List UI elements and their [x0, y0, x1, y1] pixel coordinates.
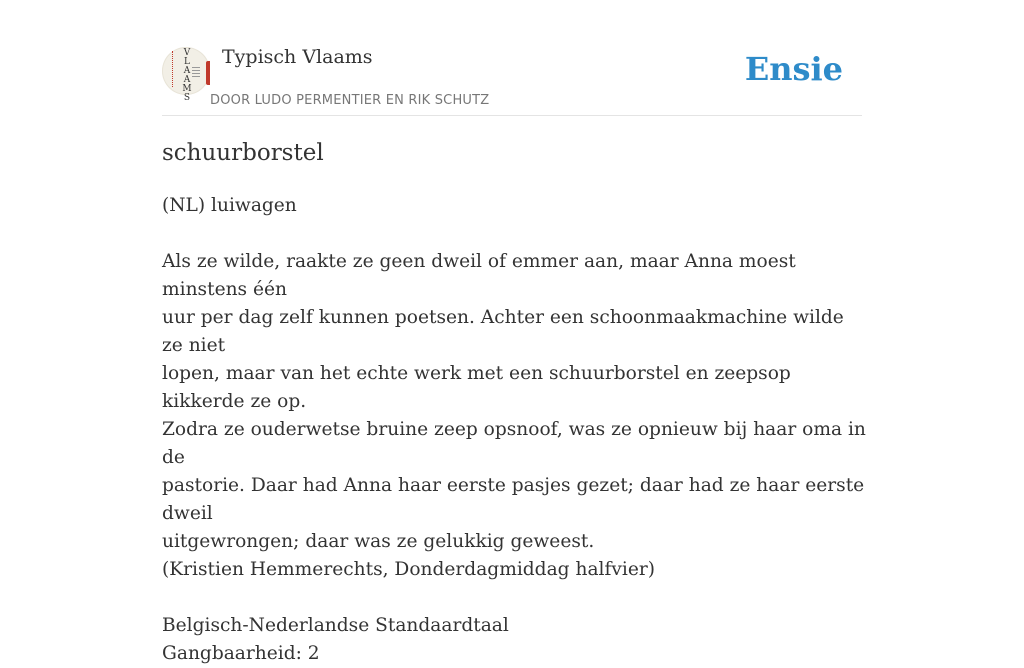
usage-label: Gangbaarheid: 2: [162, 643, 320, 664]
example-line: Zodra ze ouderwetse bruine zeep opsnoof, was ze opnieuw bij haar oma in de: [162, 419, 866, 468]
spacer: [162, 584, 867, 612]
header: [162, 0, 862, 116]
citation: (Kristien Hemmerechts, Donderdagmiddag halfvier): [162, 559, 655, 580]
category-label: Belgisch-Nederlandse Standaardtaal: [162, 615, 509, 636]
entry-title: schuurborstel: [162, 140, 324, 166]
site-title[interactable]: Typisch Vlaams: [222, 46, 373, 68]
example-line: uur per dag zelf kunnen poetsen. Achter een schoonmaakmachine wilde ze niet: [162, 307, 844, 356]
entry-synonym: (NL) luiwagen: [162, 195, 297, 216]
page: [162, 0, 866, 664]
example-line: lopen, maar van het echte werk met een schuurborstel en zeepsop kikkerde ze op.: [162, 363, 791, 412]
example-line: uitgewrongen; daar was ze gelukkig geweest.: [162, 531, 595, 552]
logo-letters: V L A A M S: [182, 48, 192, 103]
byline: DOOR LUDO PERMENTIER EN RIK SCHUTZ: [210, 93, 490, 108]
entry-body: [162, 192, 867, 668]
spacer: [162, 220, 867, 248]
brand-logo-link[interactable]: Ensie: [744, 50, 843, 88]
example-line: pastorie. Daar had Anna haar eerste pasjes gezet; daar had ze haar eerste dweil: [162, 475, 865, 524]
logo-text-lines: [192, 67, 200, 79]
book-cover-logo[interactable]: [162, 47, 210, 103]
example-line: Als ze wilde, raakte ze geen dweil of emmer aan, maar Anna moest minstens één: [162, 251, 796, 300]
logo-red-edge: [206, 61, 210, 85]
